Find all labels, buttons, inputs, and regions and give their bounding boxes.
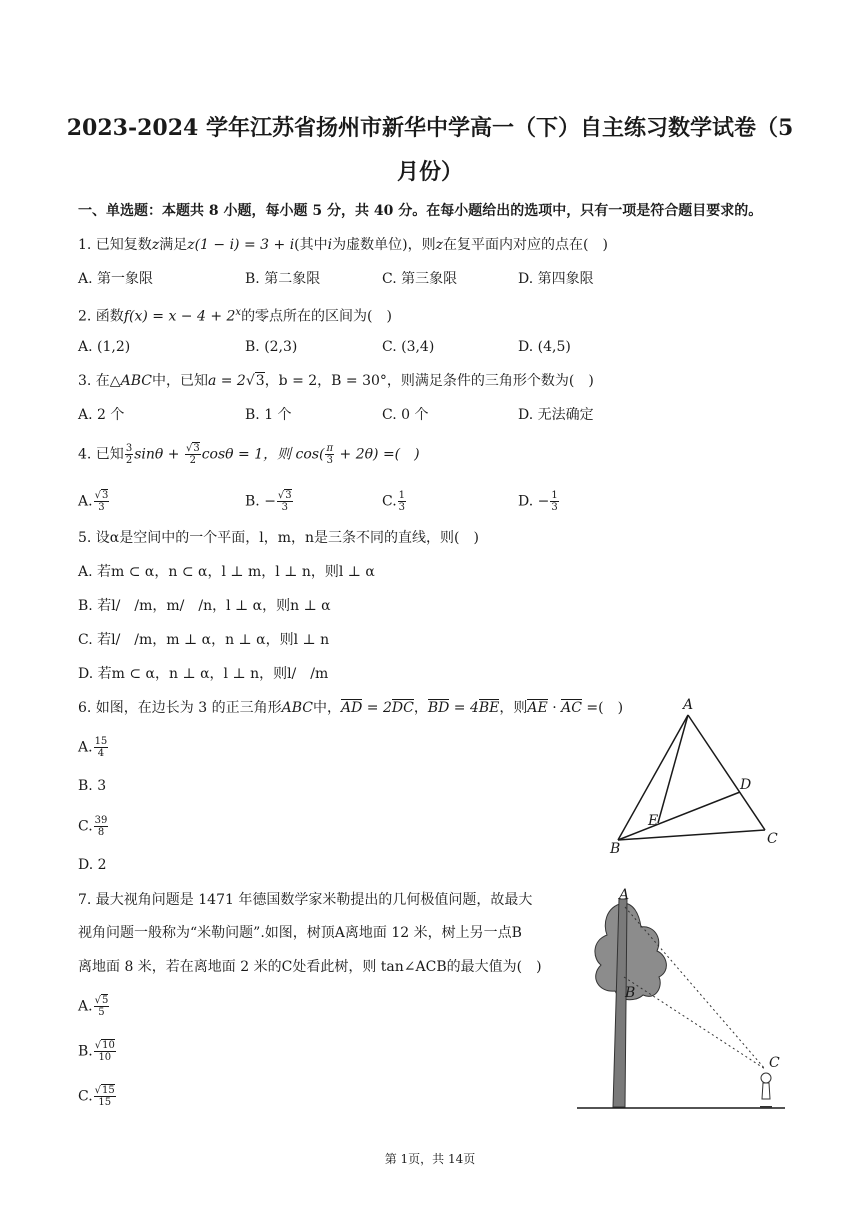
q4-option-a: A. $\frac{√3}{3}$ (78, 490, 109, 513)
q1-option-a: A. 第一象限 (78, 271, 154, 287)
question-1-stem: 1. 已知复数z满足z(1 − i) = 3 + i(其中i为虚数单位)，则z在复平面内对应的点在( ) (78, 237, 608, 253)
question-3-stem: 3. 在△ABC中，已知a = 2√3，b = 2，B = 30°，则满足条件的三角形个数为( ) (78, 373, 594, 389)
q4-option-b: B. − $\frac{√3}{3}$ (245, 490, 292, 513)
q2-option-b: B. (2,3) (245, 339, 298, 355)
label-C: C (767, 831, 778, 847)
q6-option-d: D. 2 (78, 857, 107, 873)
label-B: B (610, 841, 621, 857)
exam-title-line2: 月份） (396, 159, 463, 185)
q6-option-b: B. 3 (78, 778, 107, 794)
triangle-figure (600, 695, 790, 860)
page-footer: 第 1页，共 14页 (384, 1152, 476, 1166)
question-6-stem: 6. 如图，在边长为 3 的正三角形ABC中，AD = 2DC，BD = 4BE，则AE · AC =( ) (78, 700, 624, 716)
q5-option-c: C. 若l/ /m，m ⊥ α，n ⊥ α，则l ⊥ n (78, 632, 330, 648)
q5-option-d: D. 若m ⊂ α，n ⊥ α，l ⊥ n，则l/ /m (78, 666, 329, 682)
q3-option-c: C. 0 个 (382, 407, 429, 423)
q2-option-c: C. (3,4) (382, 339, 435, 355)
label-D: D (740, 777, 752, 793)
question-5-stem: 5. 设α是空间中的一个平面，l，m，n是三条不同的直线，则( ) (78, 530, 479, 546)
q7-option-a: A. $\frac{√5}{5}$ (78, 995, 109, 1018)
q5-option-b: B. 若l/ /m，m/ /n，l ⊥ α，则n ⊥ α (78, 598, 331, 614)
q3-option-a: A. 2 个 (78, 407, 125, 423)
question-2-stem: 2. 函数$f(x) = x - 4 + 2^x$的零点所在的区间为( ) (78, 307, 392, 325)
q6-option-a: A. $\frac{15}{4}$ (78, 736, 108, 759)
question-7-line2: 视角问题一般称为“米勒问题”.如图，树顶A离地面 12 米，树上另一点B (78, 925, 522, 941)
observer-head (761, 1073, 771, 1083)
label-A: A (683, 697, 694, 713)
question-7-line3: 离地面 8 米，若在离地面 2 米的C处看此树，则 tan∠ACB的最大值为( ) (78, 959, 542, 975)
q1-option-c: C. 第三象限 (382, 271, 458, 287)
observer-body (762, 1083, 770, 1099)
section-heading: 一、单选题：本题共 8 小题，每小题 5 分，共 40 分。在每小题给出的选项中，只有一项是符合题目要求的。 (78, 203, 763, 219)
tree-label-A: A (619, 887, 630, 903)
q5-option-a: A. 若m ⊂ α，n ⊂ α，l ⊥ m，l ⊥ n，则l ⊥ α (78, 564, 375, 580)
q2-option-d: D. (4,5) (518, 339, 571, 355)
sight-line-B (624, 977, 765, 1069)
question-4-stem: 4. 已知 $\frac{3}{2}$ sinθ + $\frac{√3}{2}$ cosθ = 1，则 cos( $\frac{\pi}{3}$ + 2θ) =( ) (78, 443, 420, 466)
q7-option-b: B. $\frac{√10}{10}$ (78, 1040, 115, 1063)
q3-option-b: B. 1 个 (245, 407, 292, 423)
q7-option-c: C. $\frac{√15}{15}$ (78, 1085, 115, 1108)
tree-figure (575, 885, 790, 1115)
q6-option-c: C. $\frac{39}{8}$ (78, 815, 108, 838)
tree-label-B: B (625, 985, 636, 1001)
question-7-line1: 7. 最大视角问题是 1471 年德国数学家米勒提出的几何极值问题，故最大 (78, 892, 533, 908)
q4-option-d: D. − $\frac{1}{3}$ (518, 490, 558, 513)
q4-option-c: C. $\frac{1}{3}$ (382, 490, 406, 513)
label-E: E (648, 813, 659, 829)
q1-option-b: B. 第二象限 (245, 271, 321, 287)
q3-option-d: D. 无法确定 (518, 407, 594, 423)
exam-title-line1: 2023-2024 学年江苏省扬州市新华中学高一（下）自主练习数学试卷（5 (66, 115, 794, 141)
q2-option-a: A. (1,2) (78, 339, 131, 355)
q1-option-d: D. 第四象限 (518, 271, 594, 287)
tree-label-C: C (769, 1055, 780, 1071)
